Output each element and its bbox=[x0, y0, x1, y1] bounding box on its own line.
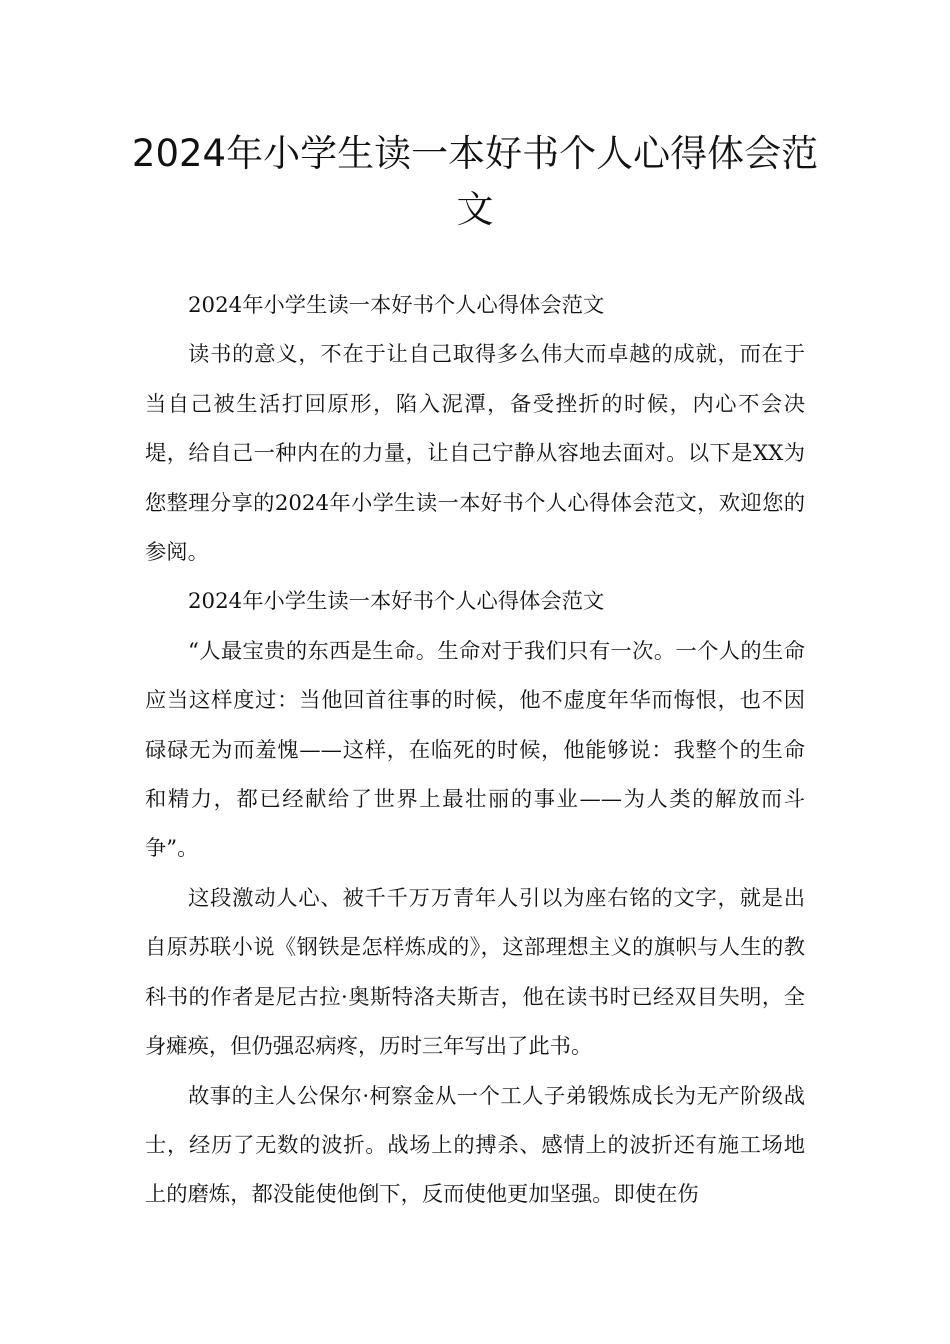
document-title: 2024年小学生读一本好书个人心得体会范文 bbox=[131, 132, 819, 231]
quote-paragraph: “人最宝贵的东西是生命。生命对于我们只有一次。一个人的生命应当这样度过：当他回首往事的时候，他不虚度年华而悔恨，也不因碌碌无为而羞愧——这样，在临死的时候，他能够说：我整个的生命和精力，都已经献给了世界上最壮丽的事业——为人类的解放而斗争”。 bbox=[145, 638, 805, 862]
body-paragraph: 故事的主人公保尔·柯察金从一个工人子弟锻炼成长为无产阶级战士，经历了无数的波折。战场上的搏杀、感情上的波折还有施工场地上的磨炼，都没能使他倒下，反而使他更加坚强。即使在伤 bbox=[145, 1083, 805, 1208]
subtitle-paragraph: 2024年小学生读一本好书个人心得体会范文 bbox=[188, 293, 605, 318]
intro-paragraph: 读书的意义，不在于让自己取得多么伟大而卓越的成就，而在于当自己被生活打回原形，陷入泥潭，备受挫折的时候，内心不会决堤，给自己一种内在的力量，让自己宁静从容地去面对。以下是XX为您整理分享的2024年小学生读一本好书个人心得体会范文，欢迎您的参阅。 bbox=[145, 342, 805, 566]
subtitle-paragraph: 2024年小学生读一本好书个人心得体会范文 bbox=[188, 589, 605, 615]
body-paragraph: 这段激动人心、被千千万万青年人引以为座右铭的文字，就是出自原苏联小说《钢铁是怎样炼成的》，这部理想主义的旗帜与人生的教科书的作者是尼古拉·奥斯特洛夫斯吉，他在读书时已经双目失明，全身瘫痪，但仍强忍病疼，历时三年写出了此书。 bbox=[145, 885, 805, 1060]
document-body bbox=[145, 281, 805, 1220]
